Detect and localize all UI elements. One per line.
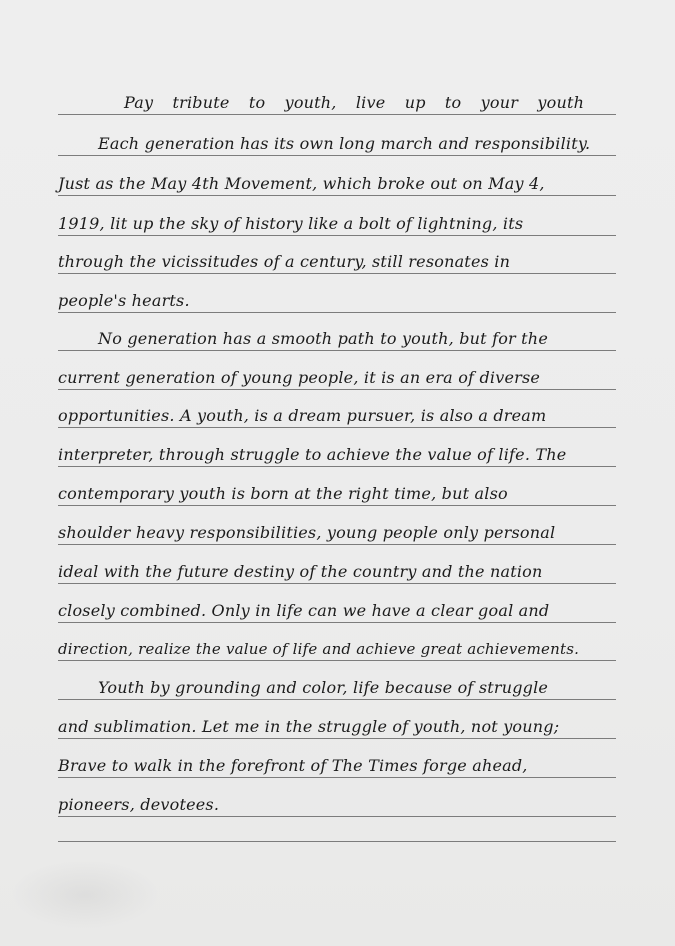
text-line: Brave to walk in the forefront of The Times forge ahead, — [58, 756, 528, 775]
text-line: interpreter, through struggle to achieve the value of life. The — [58, 445, 567, 464]
ruled-line — [58, 585, 616, 623]
ruled-line — [58, 740, 616, 778]
text-line: shoulder heavy responsibilities, young people only personal — [58, 523, 556, 542]
ruled-line — [58, 275, 616, 313]
ruled-line — [58, 429, 616, 467]
ruled-line — [58, 468, 616, 506]
text-line: Just as the May 4th Movement, which broke out on May 4, — [58, 174, 545, 193]
title-line — [58, 77, 616, 115]
text-line: current generation of young people, it is an era of diverse — [58, 368, 541, 387]
ruled-line — [58, 507, 616, 545]
ruled-line — [58, 118, 616, 156]
ruled-line — [58, 158, 616, 196]
ruled-line — [58, 701, 616, 739]
text-line: through the vicissitudes of a century, still resonates in — [58, 252, 511, 271]
page-title: Pay tribute to youth, live up to your youth — [124, 93, 585, 112]
ruled-line — [58, 236, 616, 274]
ruled-line — [58, 546, 616, 584]
text-line: Youth by grounding and color, life because of struggle — [98, 678, 549, 697]
text-line: No generation has a smooth path to youth, but for the — [98, 329, 548, 348]
ruled-line — [58, 352, 616, 390]
text-line: opportunities. A youth, is a dream pursuer, is also a dream — [58, 406, 547, 425]
ruled-line — [58, 390, 616, 428]
text-line: 1919, lit up the sky of history like a bolt of lightning, its — [58, 214, 524, 233]
text-line: and sublimation. Let me in the struggle of youth, not young; — [58, 717, 560, 736]
text-line: ideal with the future destiny of the country and the nation — [58, 562, 543, 581]
text-line: contemporary youth is born at the right time, but also — [58, 484, 508, 503]
text-line: pioneers, devotees. — [58, 795, 220, 814]
text-line: closely combined. Only in life can we have a clear goal and — [58, 601, 550, 620]
text-line: people's hearts. — [58, 291, 190, 310]
ruled-line — [58, 623, 616, 661]
ruled-line — [58, 662, 616, 700]
faint-bleed-through — [10, 860, 160, 930]
text-line: direction, realize the value of life and achieve great achievements. — [58, 640, 580, 658]
ruled-line — [58, 198, 616, 236]
ruled-line — [58, 313, 616, 351]
ruled-line-empty — [58, 804, 616, 842]
text-line: Each generation has its own long march and responsibility. — [98, 134, 591, 153]
